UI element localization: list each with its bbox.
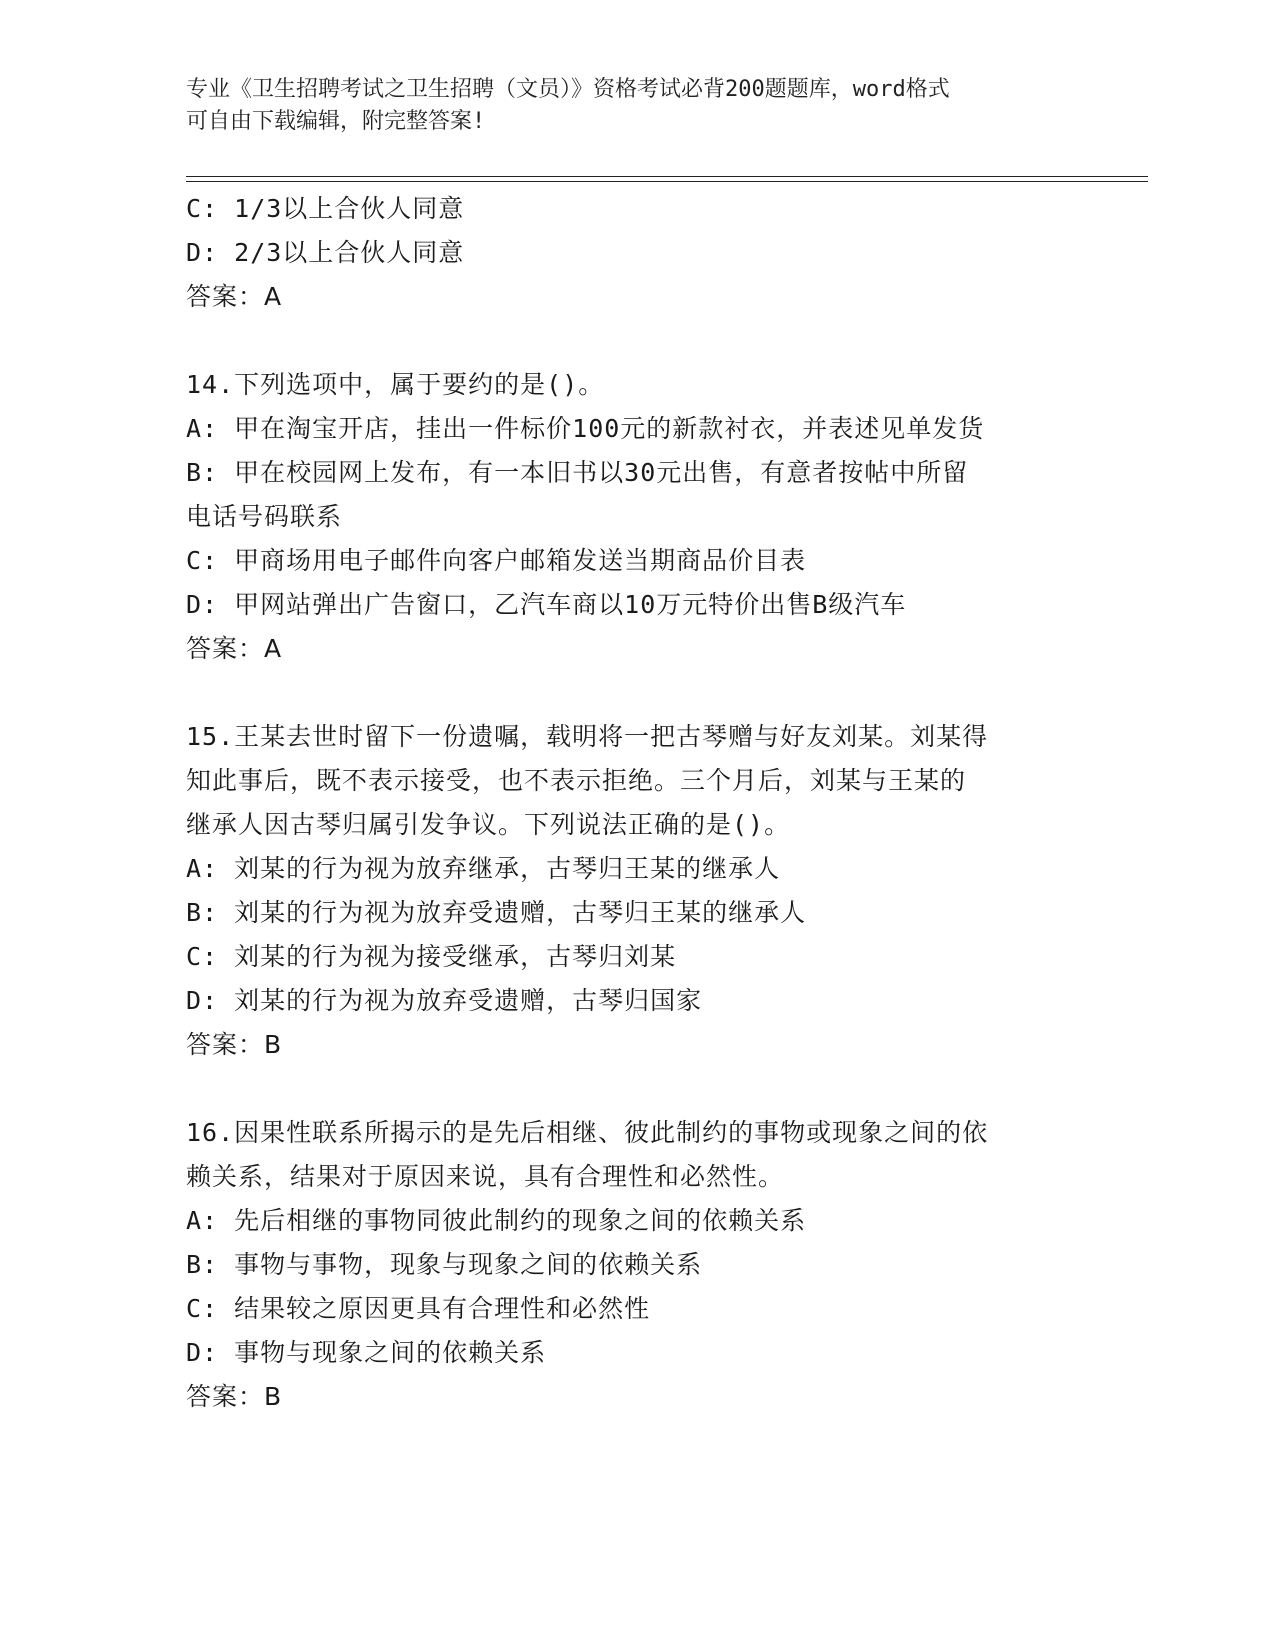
q16-option-b: B: 事物与事物，现象与现象之间的依赖关系: [186, 1250, 703, 1279]
q14-option-a: A: 甲在淘宝开店，挂出一件标价100元的新款衬衣，并表述见单发货: [186, 414, 985, 443]
q16-answer: 答案：B: [186, 1382, 283, 1411]
q15-stem-line-1: 15.王某去世时留下一份遗嘱，载明将一把古琴赠与好友刘某。刘某得: [186, 722, 989, 751]
q16-option-c: C: 结果较之原因更具有合理性和必然性: [186, 1294, 651, 1323]
q14-option-b: B: 甲在校园网上发布，有一本旧书以30元出售，有意者按帖中所留: [186, 458, 969, 487]
q16-stem-line-1: 16.因果性联系所揭示的是先后相继、彼此制约的事物或现象之间的依: [186, 1118, 989, 1147]
q14-option-d: D: 甲网站弹出广告窗口，乙汽车商以10万元特价出售B级汽车: [186, 590, 907, 619]
document-header: [186, 74, 1066, 138]
q14-answer: 答案：A: [186, 634, 283, 663]
q15-option-d: D: 刘某的行为视为放弃受遗赠，古琴归国家: [186, 986, 703, 1015]
header-title-line-1: 专业《卫生招聘考试之卫生招聘（文员）》资格考试必背200题题库，word格式: [186, 77, 950, 102]
q14-stem-line-1: 14.下列选项中，属于要约的是()。: [186, 370, 605, 399]
q13-answer: 答案：A: [186, 282, 283, 311]
q14-option-b-cont: 电话号码联系: [186, 502, 343, 531]
q16-option-a: A: 先后相继的事物同彼此制约的现象之间的依赖关系: [186, 1206, 807, 1235]
q13-option-c: C: 1/3以上合伙人同意: [186, 194, 465, 223]
header-divider-thin: [186, 181, 1148, 182]
q15-option-b: B: 刘某的行为视为放弃受遗赠，古琴归王某的继承人: [186, 898, 807, 927]
q14-option-c: C: 甲商场用电子邮件向客户邮箱发送当期商品价目表: [186, 546, 807, 575]
q15-answer: 答案：B: [186, 1030, 283, 1059]
q13-option-d: D: 2/3以上合伙人同意: [186, 238, 465, 267]
q15-stem-line-2: 知此事后，既不表示接受，也不表示拒绝。三个月后，刘某与王某的: [186, 766, 967, 795]
q16-stem-line-2: 赖关系，结果对于原因来说，具有合理性和必然性。: [186, 1162, 785, 1191]
q15-option-c: C: 刘某的行为视为接受继承，古琴归刘某: [186, 942, 677, 971]
q15-option-a: A: 刘某的行为视为放弃继承，古琴归王某的继承人: [186, 854, 781, 883]
header-title-line-2: 可自由下载编辑，附完整答案!: [186, 109, 486, 134]
q15-stem-line-3: 继承人因古琴归属引发争议。下列说法正确的是()。: [186, 810, 791, 839]
header-divider-thick: [186, 176, 1148, 177]
q16-option-d: D: 事物与现象之间的依赖关系: [186, 1338, 547, 1367]
